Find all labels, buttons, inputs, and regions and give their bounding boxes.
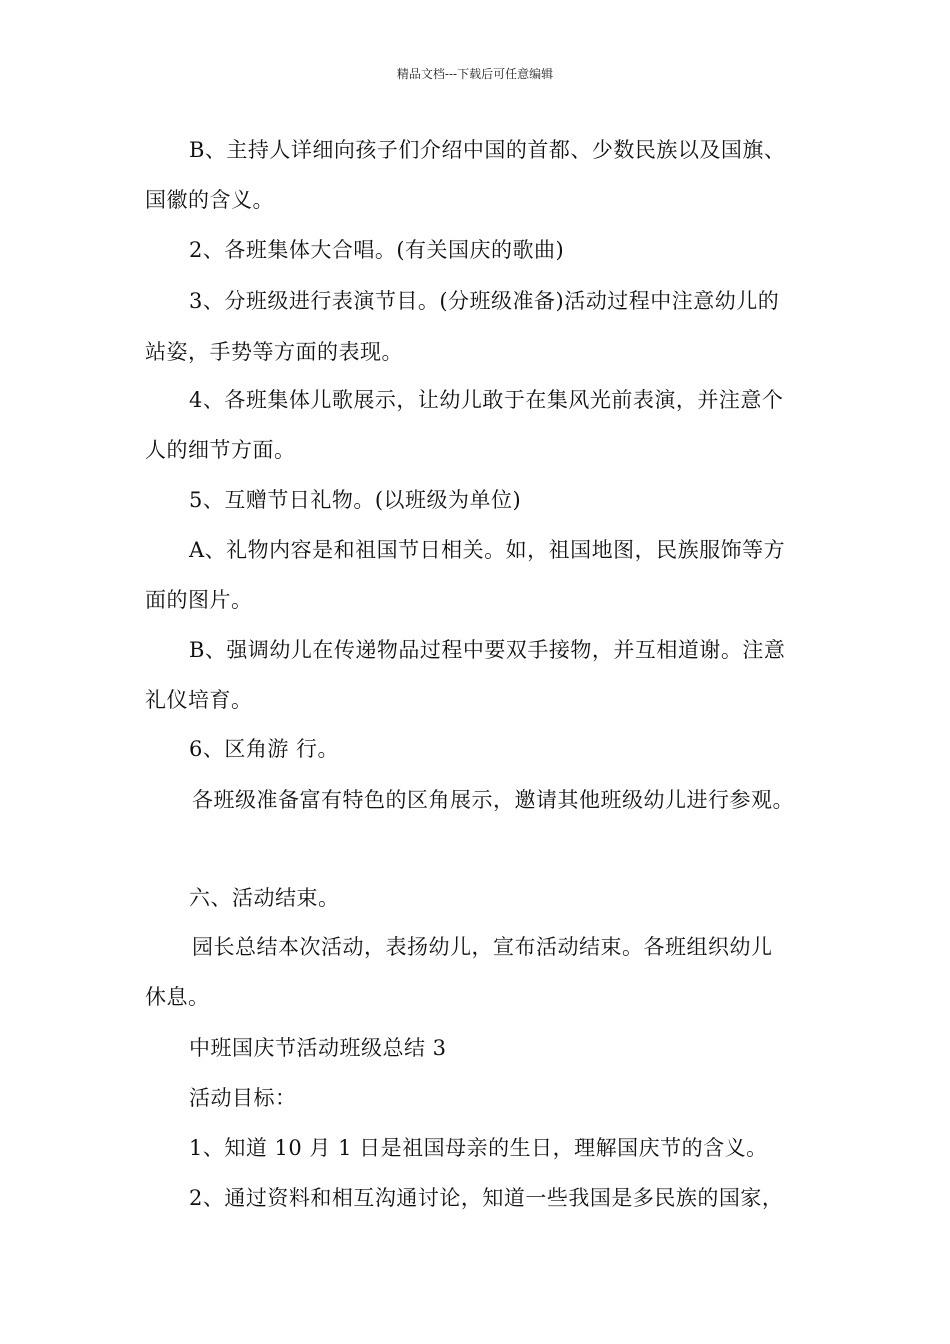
paragraph-line: 1、知道 10 月 1 日是祖国母亲的生日，理解国庆节的含义。 (189, 1136, 768, 1160)
paragraph-line: B、主持人详细向孩子们介绍中国的首都、少数民族以及国旗、 (189, 138, 786, 162)
paragraph-line: 站姿，手势等方面的表现。 (145, 340, 403, 364)
paragraph-line: 礼仪培育。 (145, 688, 253, 712)
paragraph-line: 休息。 (145, 985, 210, 1009)
section-heading: 六、活动结束。 (189, 886, 340, 910)
paragraph-line: 5、互赠节日礼物。(以班级为单位) (189, 488, 522, 512)
document-subtitle: 中班国庆节活动班级总结 3 (189, 1036, 447, 1060)
paragraph-line: 面的图片。 (145, 588, 253, 612)
paragraph-line: 3、分班级进行表演节目。(分班级准备)活动过程中注意幼儿的 (189, 289, 780, 313)
paragraph-line: 各班级准备富有特色的区角展示，邀请其他班级幼儿进行参观。 (192, 788, 794, 812)
paragraph-line: 6、区角游 行。 (189, 737, 340, 761)
paragraph-line: 园长总结本次活动，表扬幼儿，宣布活动结束。各班组织幼儿 (192, 935, 773, 959)
page-header: 精品文档---下载后可任意编辑 (396, 67, 554, 81)
paragraph-line: 2、各班集体大合唱。(有关国庆的歌曲) (189, 238, 565, 262)
section-heading: 活动目标： (189, 1086, 297, 1110)
paragraph-line: B、强调幼儿在传递物品过程中要双手接物，并互相道谢。注意 (189, 638, 786, 662)
paragraph-line: 2、通过资料和相互沟通讨论，知道一些我国是多民族的国家， (189, 1186, 784, 1210)
paragraph-line: A、礼物内容是和祖国节日相关。如，祖国地图，民族服饰等方 (189, 538, 786, 562)
paragraph-line: 人的细节方面。 (145, 438, 296, 462)
paragraph-line: 国徽的含义。 (145, 188, 274, 212)
paragraph-line: 4、各班集体儿歌展示，让幼儿敢于在集风光前表演，并注意个 (189, 388, 784, 412)
